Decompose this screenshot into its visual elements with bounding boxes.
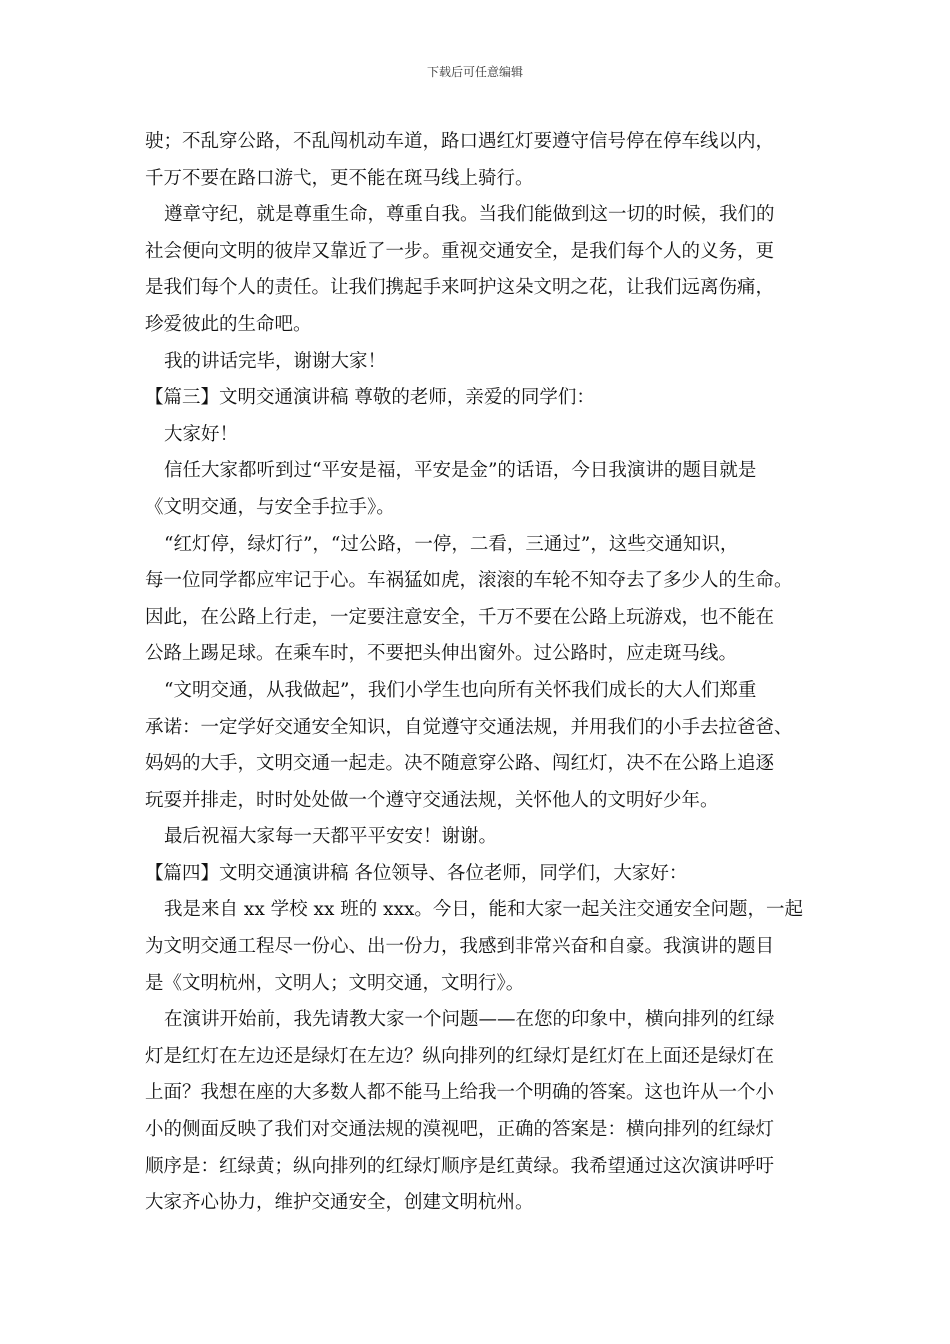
text-line: 每一位同学都应牢记于心。车祸猛如虎，滚滚的车轮不知夺去了多少人的生命。 [145,570,793,592]
text-line: 顺序是：红绿黄；纵向排列的红绿灯顺序是红黄绿。我希望通过这次演讲呼吁 [145,1155,775,1177]
page-header: 下载后可任意编辑 [426,65,523,79]
text-line: 《文明交通，与安全手拉手》。 [145,496,395,518]
text-line: 承诺：一定学好交通安全知识，自觉遵守交通法规，并用我们的小手去拉爸爸、 [145,716,793,738]
text-line: 驶；不乱穿公路，不乱闯机动车道，路口遇红灯要遵守信号停在停车线以内， [145,131,775,152]
text-line: 是《文明杭州，文明人；文明交通，文明行》。 [145,972,525,994]
text-line: 妈妈的大手，文明交通一起走。决不随意穿公路、闯红灯，决不在公路上追逐 [145,753,775,775]
text-line: 珍爱彼此的生命吧。 [145,313,312,335]
text-line: 小的侧面反映了我们对交通法规的漠视吧，正确的答案是：横向排列的红绿灯 [145,1119,775,1141]
text-line: 我的讲话完毕，谢谢大家！ [164,350,387,372]
text-line: 灯是红灯在左边还是绿灯在左边？纵向排列的红绿灯是红灯在上面还是绿灯在 [145,1045,775,1067]
text-line: “红灯停，绿灯行”，“过公路，一停，二看，三通过”，这些交通知识， [164,533,739,555]
text-line: 【篇三】文明交通演讲稿 尊敬的老师，亲爱的同学们： [145,387,595,409]
text-line: 信任大家都听到过“平安是福，平安是金”的话语，今日我演讲的题目就是 [164,460,757,482]
text-line: 最后祝福大家每一天都平平安安！谢谢。 [164,826,498,848]
text-line: 是我们每个人的责任。让我们携起手来呵护这朵文明之花，让我们远离伤痛， [145,277,775,299]
text-line: 遵章守纪，就是尊重生命，尊重自我。当我们能做到这一切的时候，我们的 [164,204,775,226]
document-body [145,124,815,1222]
text-line: 上面？我想在座的大多数人都不能马上给我一个明确的答案。这也许从一个小 [145,1082,775,1104]
text-line: 为文明交通工程尽一份心、出一份力，我感到非常兴奋和自豪。我演讲的题目 [145,936,775,958]
text-line: 千万不要在路口游弋，更不能在斑马线上骑行。 [145,167,534,189]
text-line: 【篇四】文明交通演讲稿 各位领导、各位老师，同学们，大家好： [145,862,688,884]
text-line: 社会便向文明的彼岸又靠近了一步。重视交通安全，是我们每个人的义务，更 [145,240,775,262]
text-line: 因此，在公路上行走，一定要注意安全，千万不要在公路上玩游戏，也不能在 [145,606,775,628]
text-line: 在演讲开始前，我先请教大家一个问题——在您的印象中，横向排列的红绿 [164,1009,775,1031]
text-line: 玩耍并排走，时时处处做一个遵守交通法规，关怀他人的文明好少年。 [145,789,719,811]
text-line: 大家齐心协力，维护交通安全，创建文明杭州。 [145,1192,534,1214]
text-line: 我是来自 xx 学校 xx 班的 xxx。今日，能和大家一起关注交通安全问题，一起 [164,899,803,921]
text-line: 公路上踢足球。在乘车时，不要把头伸出窗外。过公路时，应走斑马线。 [145,643,738,665]
text-line: 大家好！ [164,423,239,445]
text-line: “文明交通，从我做起”，我们小学生也向所有关怀我们成长的大人们郑重 [164,679,757,701]
